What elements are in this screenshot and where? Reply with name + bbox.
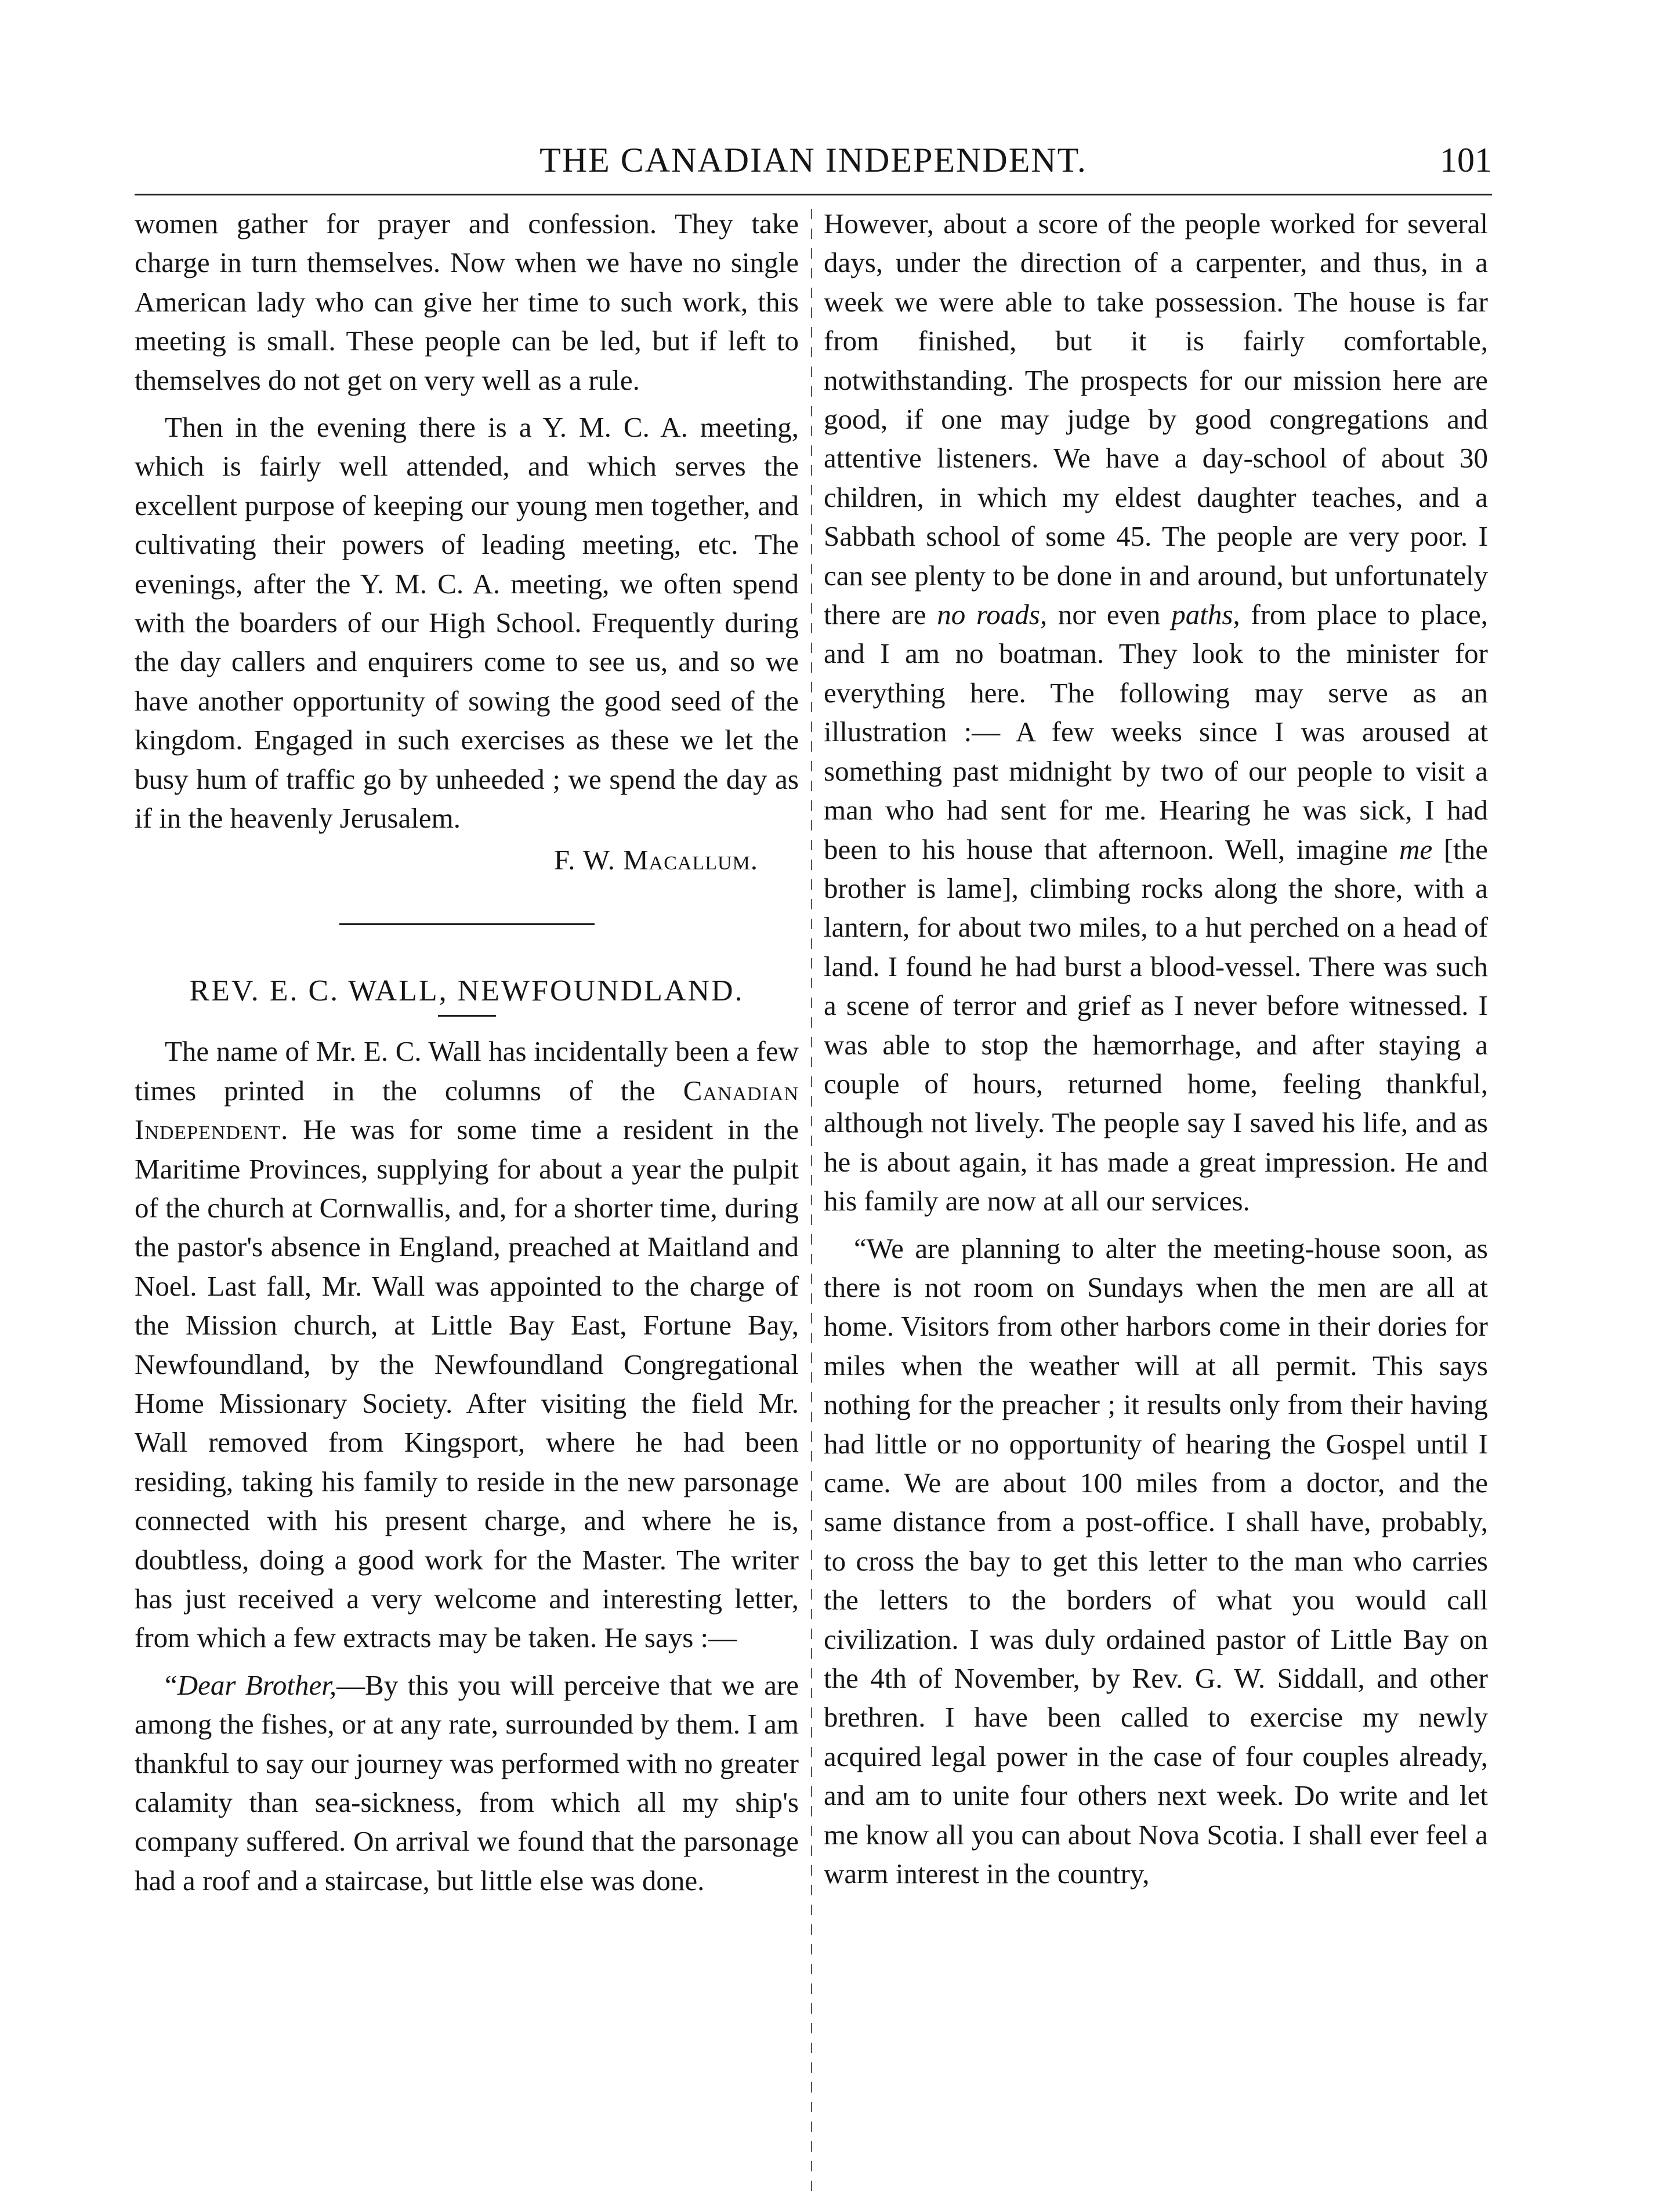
paragraph-continued-left: women gather for prayer and confession. They take charge in turn themselves. Now when we have no single American lady who can give her time to such work, this meeting is small. These people can be led, but if left to themselves do not get on very well as a rule. [135,208,799,396]
open-quote: “ [165,1669,178,1701]
paragraph-wall-intro [135,1032,799,1658]
author-signature: F. W. Macallum. [553,843,758,876]
emphasis-no-roads: no roads, [937,599,1048,631]
heading-underline [438,1015,496,1017]
emphasis-me: me [1399,833,1433,865]
left-column [135,204,799,1900]
section-heading: REV. E. C. WALL, NEWFOUNDLAND. [189,974,744,1007]
letter-text-d: [the brother is lame], climbing rocks along the shore, with a lantern, for about two miles, to a hut perched on a head of land. I found he had burst a blood-vessel. There was such a scene of terror and grief as I never before witnessed. I was able to stop the hæmorrhage, and after staying a couple of hours, returned home, feeling thankful, although not lively. The people say I saved his life, and as he is about again, it has made a great impression. He and his family are now at all our services. [824,833,1489,1217]
letter-text-a: However, about a score of the people worked for several days, under the direction of a carpenter, and thus, in a week we were able to take possession. The house is far from finished, but it is fairly comfortable, notwithstanding. The prospects for our mission here are good, if one may judge by good congregations and attentive listeners. We have a day-school of about 30 children, in which my eldest daughter teaches, and a Sabbath school of some 45. The people are very poor. I can see plenty to be done in and around, but unfortunately there are [824,208,1488,631]
letter-text-c: from place to place, and I am no boatman. They look to the minister for everything here. The following may serve as an illustration :— A few weeks since I was aroused at something past midnight by two of our people to visit a man who had sent for me. Hearing he was sick, I had been to his house that afternoon. Well, imagine [824,599,1489,865]
paper-name: Canadian Independent. [135,1074,799,1146]
page-number: 101 [1440,141,1492,179]
intro-text-a: The name of Mr. E. C. Wall has incidentally been a few times printed in the columns of the [135,1035,799,1107]
intro-text-b: He was for some time a resident in the Maritime Provinces, supplying for about a year the pulpit of the church at Cornwallis, and, for a shorter time, during the pastor's absence in England, preached at Maitland and Noel. Last fall, Mr. Wall was appointed to the charge of the Mission church, at Little Bay East, Fortune Bay, Newfoundland, by the Newfoundland Congregational Home Missionary Society. After visiting the field Mr. Wall removed from Kingsport, where he had been residing, taking his family to reside in the new parsonage connected with his present charge, and where he is, doubtless, doing a good work for the Master. The writer has just received a very welcome and interesting letter, from which a few extracts may be taken. He says :— [135,1114,799,1654]
running-title: THE CANADIAN INDEPENDENT. [539,141,1087,179]
letter-text-b: nor even [1058,599,1161,631]
letter-text: —By this you will perceive that we are among the fishes, or at any rate, surrounded by them. I am thankful to say our journey was performed with no greater calamity than sea-sickness, from which all my ship's company suffered. On arrival we found that the parsonage had a roof and a staircase, but little else was done. [135,1669,799,1896]
header-rule [135,194,1492,195]
paragraph-letter-continued [824,204,1488,1221]
column-separator [811,209,812,2195]
right-column [824,204,1488,1893]
section-divider [339,923,595,925]
page-header [135,139,1492,191]
emphasis-paths: paths, [1171,599,1240,631]
paragraph-letter-start [135,1666,799,1900]
paragraph-ymca-meeting: Then in the evening there is a Y. M. C. A. meeting, which is fairly well attended, and which serves the excellent purpose of keeping our young men together, and cultivating their powers of leading meeting, etc. The evenings, after the Y. M. C. A. meeting, we often spend with the boarders of our High School. Frequently during the day callers and enquirers come to see us, and so we have another opportunity of sowing the good seed of the kingdom. Engaged in such exercises as these we let the busy hum of traffic go by unheeded ; we spend the day as if in the heavenly Jerusalem. [135,411,799,835]
paragraph-meeting-house: “We are planning to alter the meeting-house soon, as there is not room on Sundays when the men are all at home. Visitors from other harbors come in their dories for miles when the weather will at all permit. This says nothing for the preacher ; it results only from their having had little or no opportunity of hearing the Gospel until I came. We are about 100 miles from a doctor, and the same distance from a post-office. I shall have, probably, to cross the bay to get this letter to the man who carries the letters to the borders of what you would call civilization. I was duly ordained pastor of Little Bay on the 4th of November, by Rev. G. W. Siddall, and other brethren. I have been called to exercise my newly acquired legal power in the case of four couples already, and am to unite four others next week. Do write and let me know all you can about Nova Scotia. I shall ever feel a warm interest in the country, [824,1232,1488,1890]
letter-salutation: Dear Brother, [177,1669,337,1701]
